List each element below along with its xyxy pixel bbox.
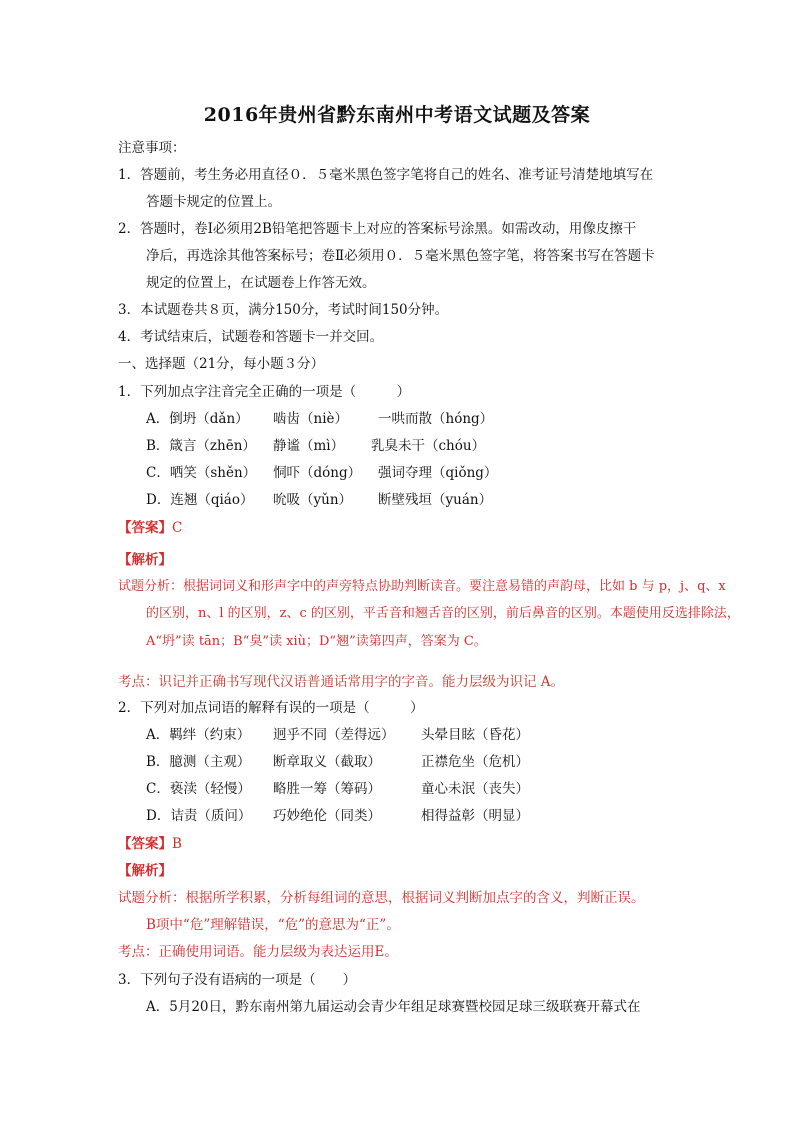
answer-label: 【答案】 — [118, 836, 172, 852]
option-word: 恫吓（dóng） — [273, 465, 362, 481]
analysis-line: A“坍”读 tān；B“臭”读 xiù；D“翘”读第四声，答案为 C。 — [146, 634, 487, 649]
option-word: 乳臭未干（chóu） — [371, 438, 486, 454]
section-heading: 一、选择题（21分，每小题３分） — [118, 356, 325, 372]
analysis-line: 的区别，n、l 的区别，z、c 的区别，平舌音和翘舌音的区别，前后鼻音的区别。本题使用反选排除法， — [146, 606, 740, 621]
option-word: 相得益彰（明显） — [421, 808, 529, 824]
option-word: 一哄而散（hóng） — [378, 411, 494, 427]
option-word: D．连翘（qiáo） — [146, 492, 254, 508]
answer-label: 【答案】 — [118, 520, 172, 536]
option-word: A．羁绊（约束） — [146, 727, 251, 743]
question-2-stem: 2．下列对加点词语的解释有误的一项是（ ） — [118, 700, 424, 716]
analysis-label: 【解析】 — [118, 863, 172, 879]
answer-value: C — [172, 520, 183, 536]
question-2-answer — [118, 835, 182, 853]
analysis-line: B项中“危”理解错误，“危”的意思为“正”。 — [146, 917, 400, 933]
question-1-answer — [118, 519, 182, 537]
option-word: 强词夺理（qiǒng） — [378, 465, 498, 481]
page-title: 2016年贵州省黔东南州中考语文试题及答案 — [203, 104, 591, 126]
answer-value: B — [172, 836, 182, 852]
option-word: 啮齿（niè） — [273, 411, 349, 427]
option-word: D．诘责（质问） — [146, 808, 252, 824]
kaodian-line: 考点：识记并正确书写现代汉语普通话常用字的字音。能力层级为识记 A。 — [118, 674, 565, 690]
notice-line: 1．答题前，考生务必用直径０．５毫米黑色签字笔将自己的姓名、准考证号清楚地填写在 — [118, 167, 654, 183]
option-word: 略胜一筹（筹码） — [273, 781, 381, 797]
option-word: 童心未泯（丧失） — [421, 781, 529, 797]
analysis-line: 试题分析：根据所学积累，分析每组词的意思，根据词义判断加点字的含义，判断正误。 — [118, 890, 645, 906]
option-word: C．哂笑（shěn） — [146, 465, 257, 481]
option-word: C．亵渎（轻慢） — [146, 781, 251, 797]
notice-line: 3．本试题卷共８页，满分150分，考试时间150分钟。 — [118, 302, 449, 318]
analysis-line: 试题分析：根据词词义和形声字中的声旁特点协助判断读音。要注意易错的声韵母，比如 b 与 p，j、q、x — [118, 579, 726, 594]
option-word: B．箴言（zhēn） — [146, 438, 256, 454]
notice-heading: 注意事项： — [118, 140, 186, 156]
notice-line: 4．考试结束后，试题卷和答题卡一并交回。 — [118, 329, 384, 345]
option-word: 正襟危坐（危机） — [421, 754, 529, 770]
option-word: 巧妙绝伦（同类） — [273, 808, 381, 824]
option-word: B．臆测（主观） — [146, 754, 251, 770]
notice-line: 规定的位置上，在试题卷上作答无效。 — [146, 275, 376, 291]
notice-line: 净后，再选涂其他答案标号；卷Ⅱ必须用０．５毫米黑色签字笔，将答案书写在答题卡 — [146, 248, 655, 264]
option-word: 静谧（mì） — [273, 438, 345, 454]
question-3-stem: 3．下列句子没有语病的一项是（ ） — [118, 972, 357, 988]
kaodian-line: 考点：正确使用词语。能力层级为表达运用E。 — [118, 944, 398, 960]
notice-line: 2．答题时，卷Ⅰ必须用2B铅笔把答题卡上对应的答案标号涂黑。如需改动，用像皮擦干 — [118, 221, 637, 237]
notice-line: 答题卡规定的位置上。 — [146, 194, 281, 210]
question-3-option-a: A．5月20日，黔东南州第九届运动会青少年组足球赛暨校园足球三级联赛开幕式在 — [146, 999, 641, 1015]
option-word: 断壁残垣（yuán） — [378, 492, 493, 508]
option-word: 吮吸（yǔn） — [273, 492, 353, 508]
option-word: 迥乎不同（差得远） — [273, 727, 395, 743]
option-word: 断章取义（截取） — [273, 754, 381, 770]
option-word: A．倒坍（dǎn） — [146, 411, 249, 427]
option-word: 头晕目眩（昏花） — [421, 727, 529, 743]
question-1-stem: 1．下列加点字注音完全正确的一项是（ ） — [118, 384, 411, 400]
analysis-label: 【解析】 — [118, 552, 172, 568]
